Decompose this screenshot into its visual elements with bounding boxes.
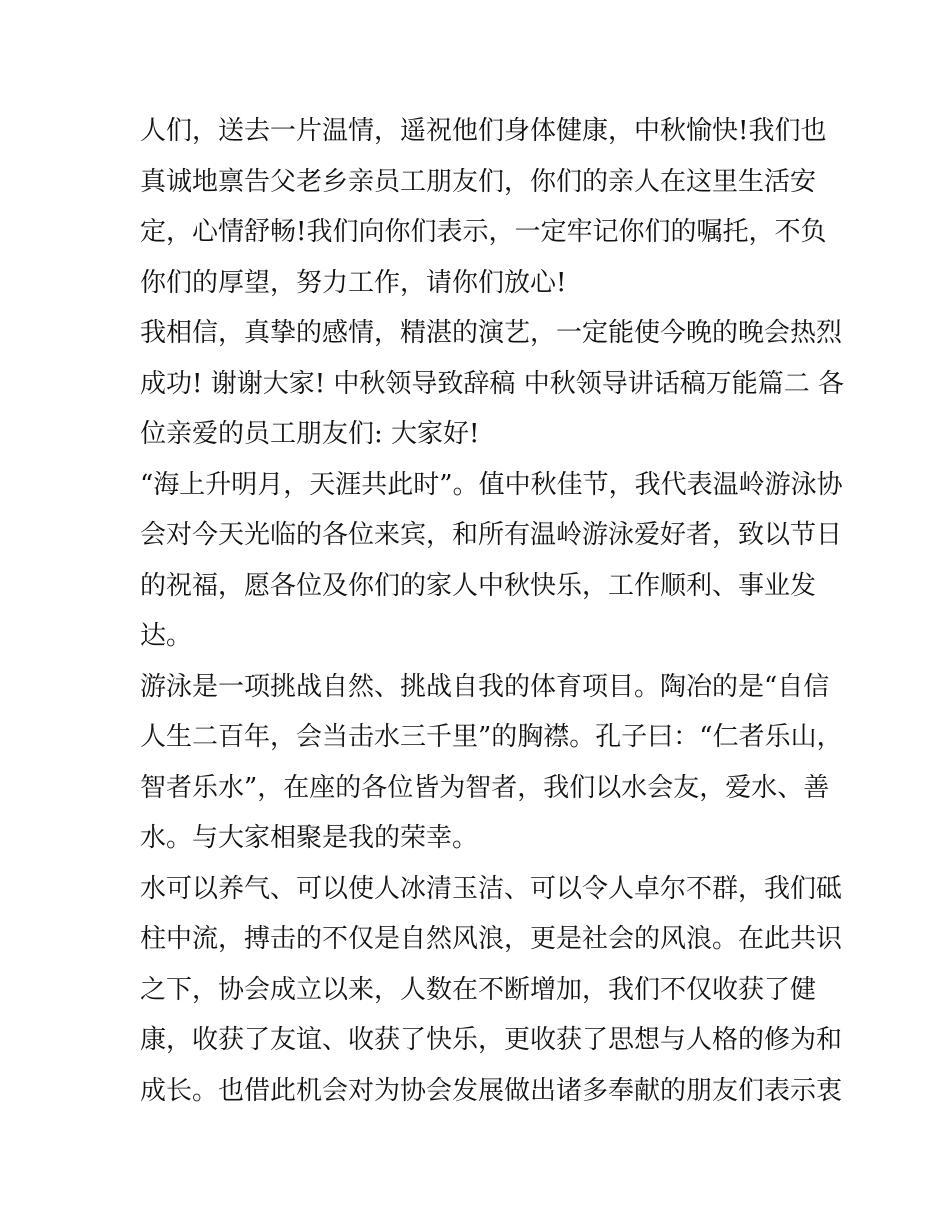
text-line-15: 水。与大家相聚是我的荣幸。 (140, 823, 479, 853)
text-line-9: 会对今天光临的各位来宾，和所有温岭游泳爱好者，致以节日 (140, 520, 843, 550)
text-line-1: 人们，送去一片温情，遥祝他们身体健康，中秋愉快!我们也 (140, 116, 827, 146)
text-line-11: 达。 (140, 621, 193, 651)
text-line-17: 柱中流，搏击的不仅是自然风浪，更是社会的风浪。在此共识 (140, 924, 843, 954)
document-body (140, 106, 844, 1116)
text-line-8: “海上升明月，天涯共此时”。值中秋佳节，我代表温岭游泳协 (140, 469, 843, 500)
text-line-14: 智者乐水”，在座的各位皆为智者，我们以水会友，爱水、善 (140, 772, 830, 803)
text-line-4: 你们的厚望，努力工作，请你们放心! (140, 267, 567, 298)
text-line-20: 成长。也借此机会对为协会发展做出诸多奉献的朋友们表示衷 (140, 1075, 843, 1106)
text-line-10: 的祝福，愿各位及你们的家人中秋快乐，工作顺利、事业发 (140, 570, 817, 601)
text-line-6: 成功! 谢谢大家! 中秋领导致辞稿 中秋领导讲话稿万能篇二 各 (140, 368, 844, 399)
text-line-7: 位亲爱的员工朋友们: 大家好! (140, 419, 480, 449)
text-line-12: 游泳是一项挑战自然、挑战自我的体育项目。陶冶的是“自信 (140, 671, 830, 702)
text-line-19: 康，收获了友谊、收获了快乐，更收获了思想与人格的修为和 (140, 1025, 843, 1055)
text-line-16: 水可以养气、可以使人冰清玉洁、可以令人卓尔不群，我们砥 (140, 873, 843, 904)
text-line-5: 我相信，真挚的感情，精湛的演艺，一定能使今晚的晚会热烈 (140, 318, 843, 348)
text-line-3: 定，心情舒畅!我们向你们表示，一定牢记你们的嘱托，不负 (140, 217, 827, 247)
text-line-13: 人生二百年，会当击水三千里”的胸襟。孔子曰：“仁者乐山， (140, 722, 843, 752)
text-line-2: 真诚地禀告父老乡亲员工朋友们，你们的亲人在这里生活安 (140, 166, 817, 197)
text-line-18: 之下，协会成立以来，人数在不断增加，我们不仅收获了健 (140, 974, 817, 1005)
